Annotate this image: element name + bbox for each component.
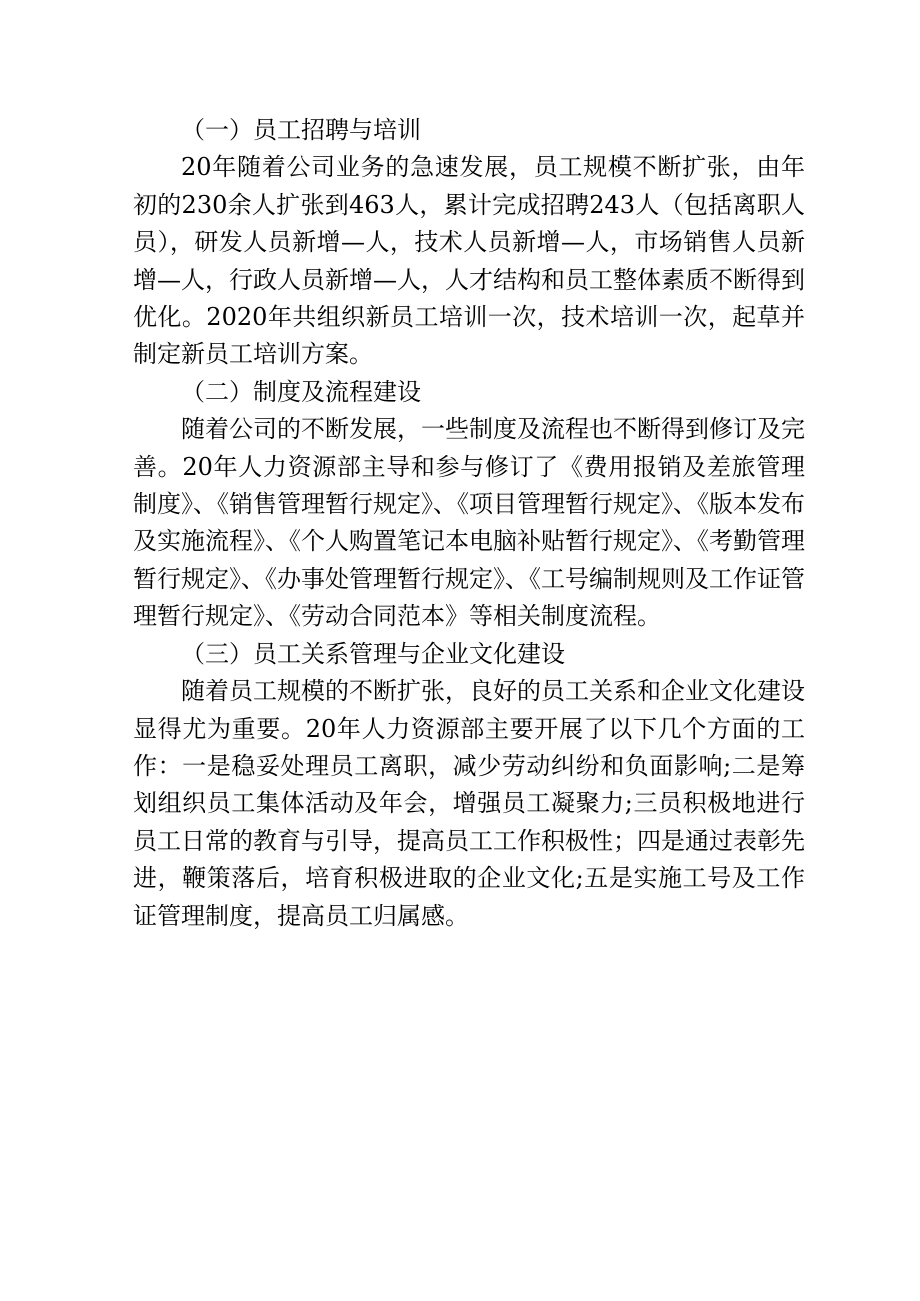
paragraph-policies: 随着公司的不断发展，一些制度及流程也不断得到修订及完善。20年人力资源部主导和参与修订了《费用报销及差旅管理制度》、《销售管理暂行规定》、《项目管理暂行规定》、《版本发布及实施流程》、《个人购置笔记本电脑补贴暂行规定》、《考勤管理暂行规定》、《办事处管理暂行规定》、《工号编制规则及工作证管理暂行规定》、《劳动合同范本》等相关制度流程。: [133, 415, 805, 631]
section-heading-recruitment: （一）员工招聘与培训: [181, 116, 421, 144]
document-body: [133, 112, 805, 935]
section-heading-policies: （二）制度及流程建设: [181, 377, 421, 406]
paragraph-employee-relations: 随着员工规模的不断扩张，良好的员工关系和企业文化建设显得尤为重要。20年人力资源部主要开展了以下几个方面的工作：一是稳妥处理员工离职，减少劳动纠纷和负面影响;二是筹划组织员工集体活动及年会，增强员工凝聚力;三员积极地进行员工日常的教育与引导，提高员工工作积极性；四是通过表彰先进，鞭策落后，培育积极进取的企业文化;五是实施工号及工作证管理制度，提高员工归属感。: [133, 677, 805, 930]
section-heading-employee-relations: （三）员工关系管理与企业文化建设: [181, 639, 565, 668]
paragraph-recruitment: 20年随着公司业务的急速发展，员工规模不断扩张，由年初的230余人扩张到463人，累计完成招聘243人（包括离职人员），研发人员新增—人，技术人员新增—人，市场销售人员新增—人，行政人员新增—人，人才结构和员工整体素质不断得到优化。2020年共组织新员工培训一次，技术培训一次，起草并制定新员工培训方案。: [133, 153, 805, 369]
